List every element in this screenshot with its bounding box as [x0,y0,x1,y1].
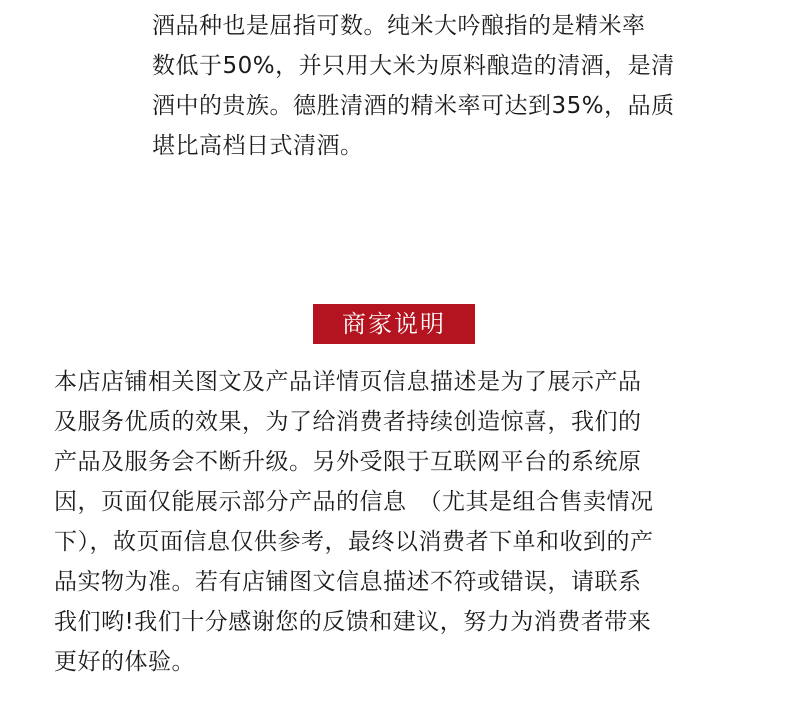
intro-line: 酒品种也是屈指可数。纯米大吟酿指的是精米率 [152,13,646,39]
notice-line: 及服务优质的效果，为了给消费者持续创造惊喜，我们的 [54,409,642,435]
intro-line: 堪比高档日式清酒。 [152,133,364,159]
notice-line: 品实物为准。若有店铺图文信息描述不符或错误，请联系 [54,569,642,595]
notice-line: 下），故页面信息仅供参考，最终以消费者下单和收到的产 [54,529,654,555]
intro-line: 酒中的贵族。德胜清酒的精米率可达到35%，品质 [152,93,675,119]
notice-line: 我们哟!我们十分感谢您的反馈和建议，努力为消费者带来 [54,609,652,635]
merchant-notice-title: 商家说明 [313,304,475,344]
intro-paragraph [152,6,752,166]
notice-line: 本店店铺相关图文及产品详情页信息描述是为了展示产品 [54,369,642,395]
notice-line: 产品及服务会不断升级。另外受限于互联网平台的系统原 [54,449,642,475]
merchant-notice-paragraph [54,362,754,682]
notice-line: 因，页面仅能展示部分产品的信息 （尤其是组合售卖情况 [54,489,654,515]
intro-line: 数低于50%，并只用大米为原料酿造的清酒，是清 [152,53,675,79]
notice-line: 更好的体验。 [54,649,195,675]
